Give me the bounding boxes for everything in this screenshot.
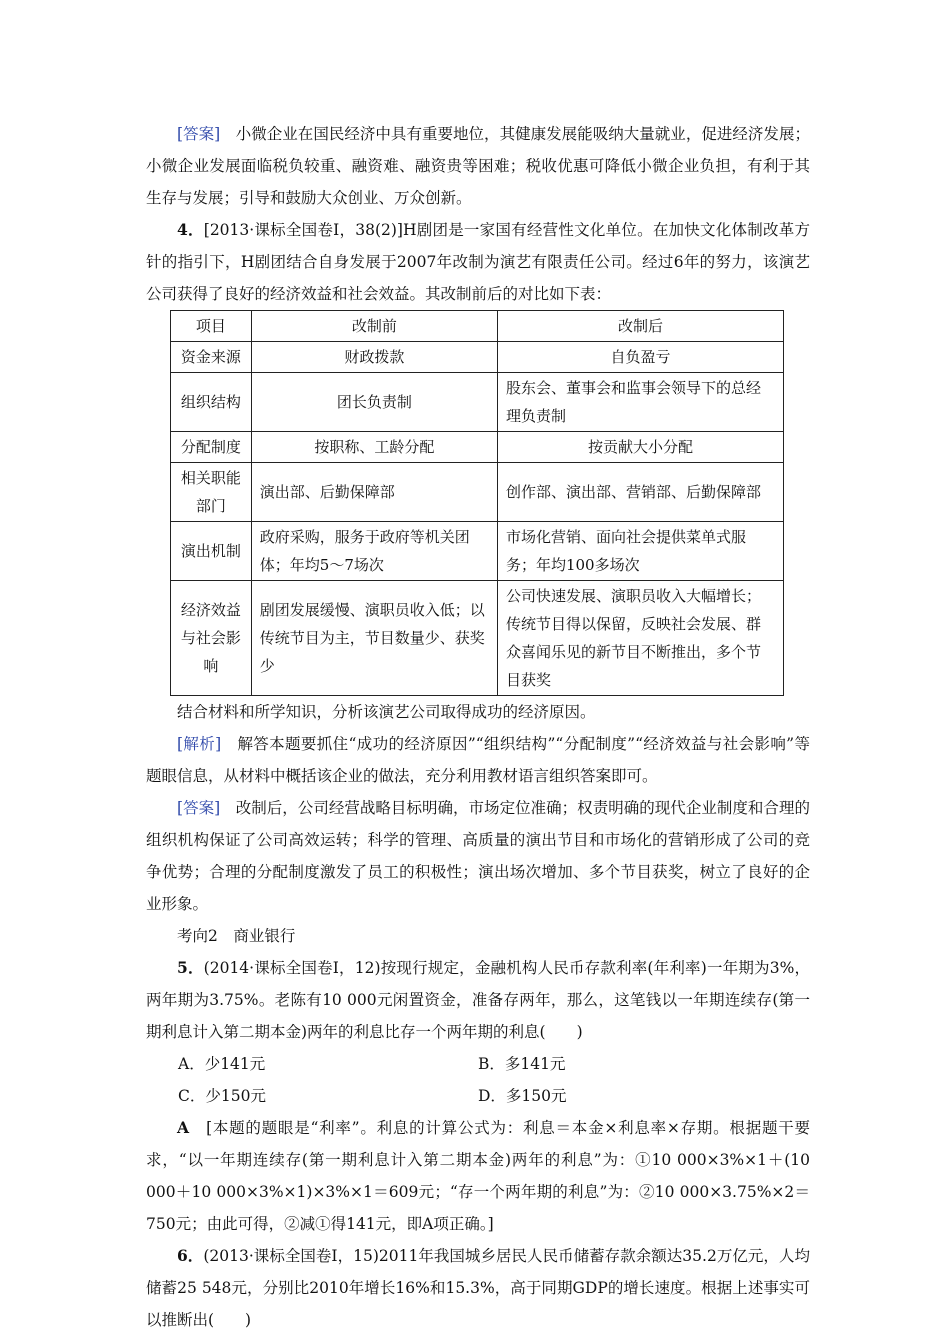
document-page bbox=[146, 118, 810, 1336]
table-cell: 按贡献大小分配 bbox=[497, 432, 783, 463]
table-header-row bbox=[171, 311, 784, 342]
table-cell: 按职称、工龄分配 bbox=[251, 432, 497, 463]
table-cell: 资金来源 bbox=[171, 342, 252, 373]
table-cell: 公司快速发展、演职员收入大幅增长；传统节目得以保留，反映社会发展、群众喜闻乐见的新节目不断推出，多个节目获奖 bbox=[497, 581, 783, 696]
question-number: 4． bbox=[177, 220, 204, 239]
table-cell: 演出机制 bbox=[171, 522, 252, 581]
question-number: 5． bbox=[177, 958, 204, 977]
question-stem: (2013·课标全国卷Ⅰ，15)2011年我国城乡居民人民币储蓄存款余额达35.2万亿元，人均储蓄25 548元，分别比2010年增长16%和15.3%，高于同期GDP的增长速度。根据上述事实可以推断出( ) bbox=[146, 1247, 810, 1329]
table-row bbox=[171, 522, 784, 581]
answer-tag: [答案] bbox=[177, 799, 221, 817]
table-cell: 经济效益与社会影响 bbox=[171, 581, 252, 696]
q4-analysis bbox=[146, 728, 810, 792]
analysis-tag: [解析] bbox=[177, 735, 222, 753]
table-cell: 团长负责制 bbox=[251, 373, 497, 432]
q4-answer bbox=[146, 792, 810, 920]
reform-comparison-table bbox=[170, 310, 784, 696]
explanation-text: [本题的题眼是“利率”。利息的计算公式为：利息＝本金×利息率×存期。根据题干要求，“以一年期连续存(第一期利息计入第二期本金)两年的利息”为：①10 000×3%×1＋(10 000＋10 000×3%×1)×3%×1＝609元；“存一个两年期的利息”为：②10 000×3.75%×2＝750元；由此可得，②减①得141元，即A项正确。] bbox=[146, 1119, 810, 1233]
option-b: B．多141元 bbox=[478, 1055, 566, 1073]
answer-text: 改制后，公司经营战略目标明确，市场定位准确；权责明确的现代企业制度和合理的组织机构保证了公司高效运转；科学的管理、高质量的演出节目和市场化的营销形成了公司的竞争优势；合理的分配制度激发了员工的积极性；演出场次增加、多个节目获奖，树立了良好的企业形象。 bbox=[146, 799, 810, 913]
q3-answer bbox=[146, 118, 810, 214]
option-a: A．少141元 bbox=[178, 1055, 266, 1073]
table-row bbox=[171, 581, 784, 696]
table-row bbox=[171, 373, 784, 432]
table-cell: 演出部、后勤保障部 bbox=[251, 463, 497, 522]
analysis-text: 解答本题要抓住“成功的经济原因”“组织结构”“分配制度”“经济效益与社会影响”等题眼信息，从材料中概括该企业的做法，充分利用教材语言组织答案即可。 bbox=[146, 735, 810, 785]
table-header: 改制后 bbox=[497, 311, 783, 342]
q4-stem bbox=[146, 214, 810, 310]
q5-explanation bbox=[146, 1112, 810, 1240]
table-row bbox=[171, 463, 784, 522]
q4-question: 结合材料和所学知识，分析该演艺公司取得成功的经济原因。 bbox=[177, 703, 596, 721]
table-header: 项目 bbox=[171, 311, 252, 342]
option-c: C．少150元 bbox=[178, 1087, 266, 1105]
q5-options bbox=[146, 1048, 810, 1112]
option-d: D．多150元 bbox=[478, 1087, 567, 1105]
section-heading: 考向2 商业银行 bbox=[177, 927, 296, 945]
table-cell: 相关职能部门 bbox=[171, 463, 252, 522]
table-cell: 政府采购，服务于政府等机关团体；年均5～7场次 bbox=[251, 522, 497, 581]
table-row bbox=[171, 342, 784, 373]
question-stem: (2014·课标全国卷Ⅰ，12)按现行规定，金融机构人民币存款利率(年利率)一年期为3%，两年期为3.75%。老陈有10 000元闲置资金，准备存两年，那么，这笔钱以一年期连续存(第一期利息计入第二期本金)两年的利息比存一个两年期的利息( ) bbox=[146, 959, 810, 1041]
table-cell: 股东会、董事会和监事会领导下的总经理负责制 bbox=[497, 373, 783, 432]
table-cell: 财政拨款 bbox=[251, 342, 497, 373]
q5-stem bbox=[146, 952, 810, 1048]
answer-key: A bbox=[177, 1118, 190, 1137]
table-cell: 市场化营销、面向社会提供菜单式服务；年均100多场次 bbox=[497, 522, 783, 581]
table-cell: 分配制度 bbox=[171, 432, 252, 463]
answer-tag: [答案] bbox=[177, 125, 221, 143]
table-cell: 剧团发展缓慢、演职员收入低；以传统节目为主，节目数量少、获奖少 bbox=[251, 581, 497, 696]
q6-stem bbox=[146, 1240, 810, 1336]
question-stem: [2013·课标全国卷Ⅰ，38(2)]H剧团是一家国有经营性文化单位。在加快文化体制改革方针的指引下，H剧团结合自身发展于2007年改制为演艺有限责任公司。经过6年的努力，该演艺公司获得了良好的经济效益和社会效益。其改制前后的对比如下表： bbox=[146, 221, 810, 303]
question-number: 6． bbox=[177, 1246, 204, 1265]
table-row bbox=[171, 432, 784, 463]
table-cell: 组织结构 bbox=[171, 373, 252, 432]
table-header: 改制前 bbox=[251, 311, 497, 342]
table-cell: 创作部、演出部、营销部、后勤保障部 bbox=[497, 463, 783, 522]
table-cell: 自负盈亏 bbox=[497, 342, 783, 373]
answer-text: 小微企业在国民经济中具有重要地位，其健康发展能吸纳大量就业，促进经济发展；小微企业发展面临税负较重、融资难、融资贵等困难；税收优惠可降低小微企业负担，有利于其生存与发展；引导和鼓励大众创业、万众创新。 bbox=[146, 125, 810, 207]
